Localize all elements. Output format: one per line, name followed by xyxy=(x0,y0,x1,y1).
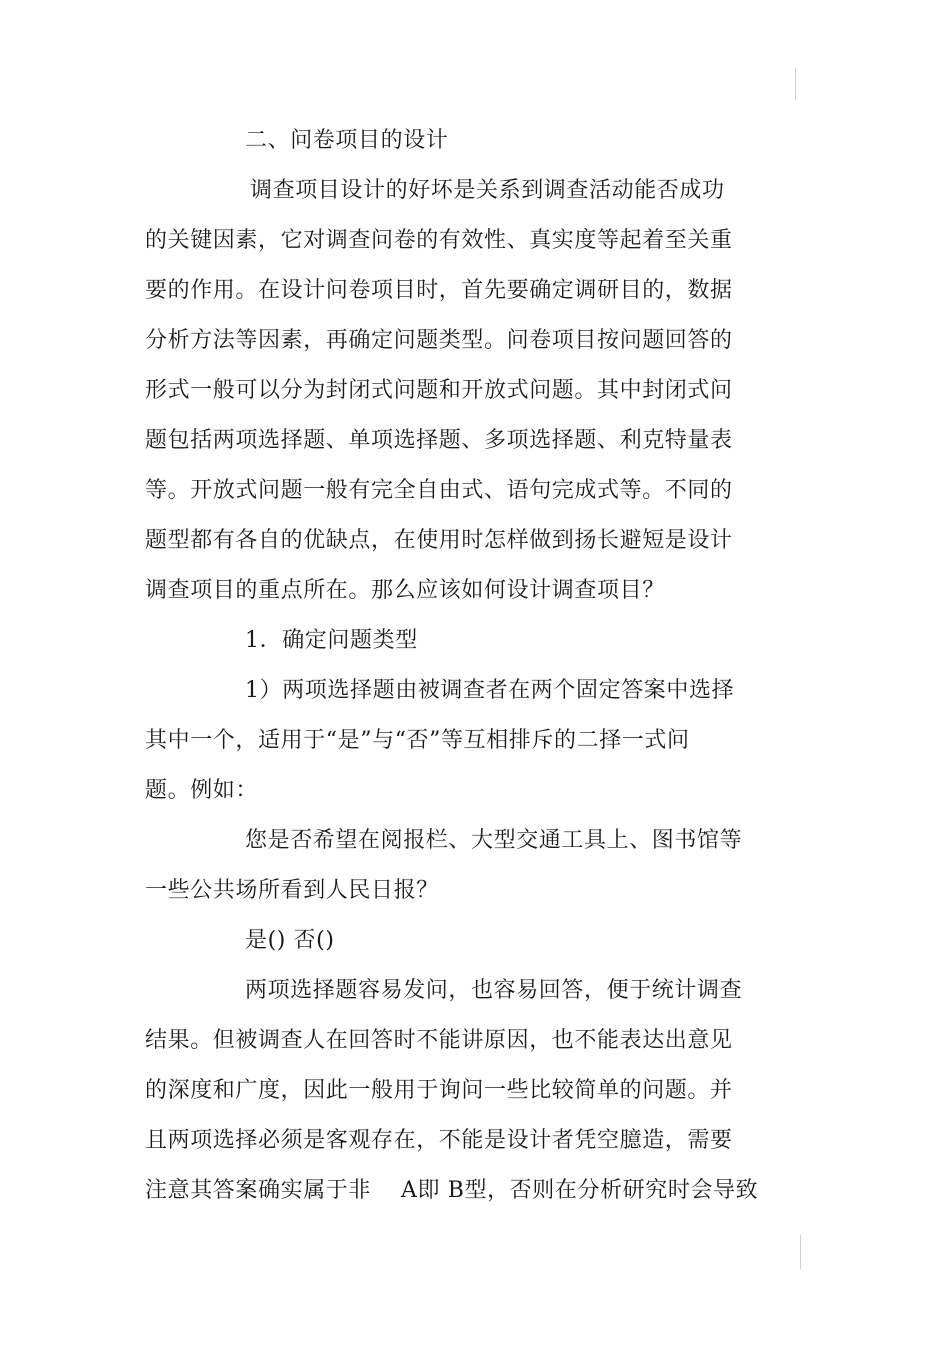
example-question-line: 您是否希望在阅报栏、大型交通工具上、图书馆等 xyxy=(245,828,743,853)
paragraph-line: 分析方法等因素，再确定问题类型。问卷项目按问题回答的 xyxy=(145,328,733,353)
paragraph-line: 其中一个，适用于“是”与“否”等互相排斥的二择一式问 xyxy=(145,728,690,753)
paragraph-line: 要的作用。在设计问卷项目时，首先要确定调研目的，数据 xyxy=(145,278,733,303)
example-question-line: 一些公共场所看到人民日报？ xyxy=(145,878,439,903)
paragraph-last-line xyxy=(145,1176,758,1206)
subsection-heading: 1．确定问题类型 xyxy=(245,628,418,653)
paragraph-line: 且两项选择必须是客观存在，不能是设计者凭空臆造，需要 xyxy=(145,1128,733,1153)
last-line-part2: A即 B型，否则在分析研究时会导致 xyxy=(401,1178,759,1203)
example-options: 是() 否() xyxy=(245,928,335,953)
last-line-part1: 注意其答案确实属于非 xyxy=(145,1178,372,1203)
paragraph-line: 等。开放式问题一般有完全自由式、语句完成式等。不同的 xyxy=(145,478,733,503)
section-heading: 二、问卷项目的设计 xyxy=(245,128,449,153)
paragraph-line: 调查项目的重点所在。那么应该如何设计调查项目？ xyxy=(145,578,665,603)
paragraph-line: 题。例如： xyxy=(145,778,259,803)
paragraph-line: 形式一般可以分为封闭式问题和开放式问题。其中封闭式问 xyxy=(145,378,733,403)
paragraph-line: 的关键因素，它对调查问卷的有效性、真实度等起着至关重 xyxy=(145,228,733,253)
paragraph-line: 结果。但被调查人在回答时不能讲原因，也不能表达出意见 xyxy=(145,1028,733,1053)
paragraph-line: 调查项目设计的好坏是关系到调查活动能否成功 xyxy=(250,178,725,203)
page-edge-mark-top xyxy=(795,68,796,100)
paragraph-line: 题包括两项选择题、单项选择题、多项选择题、利克特量表 xyxy=(145,428,733,453)
page-edge-mark-bottom xyxy=(800,1235,801,1269)
paragraph-line: 1）两项选择题由被调查者在两个固定答案中选择 xyxy=(245,678,735,703)
paragraph-line: 题型都有各自的优缺点，在使用时怎样做到扬长避短是设计 xyxy=(145,528,733,553)
paragraph-line: 两项选择题容易发问，也容易回答，便于统计调查 xyxy=(245,978,743,1003)
paragraph-line: 的深度和广度，因此一般用于询问一些比较简单的问题。并 xyxy=(145,1078,733,1103)
